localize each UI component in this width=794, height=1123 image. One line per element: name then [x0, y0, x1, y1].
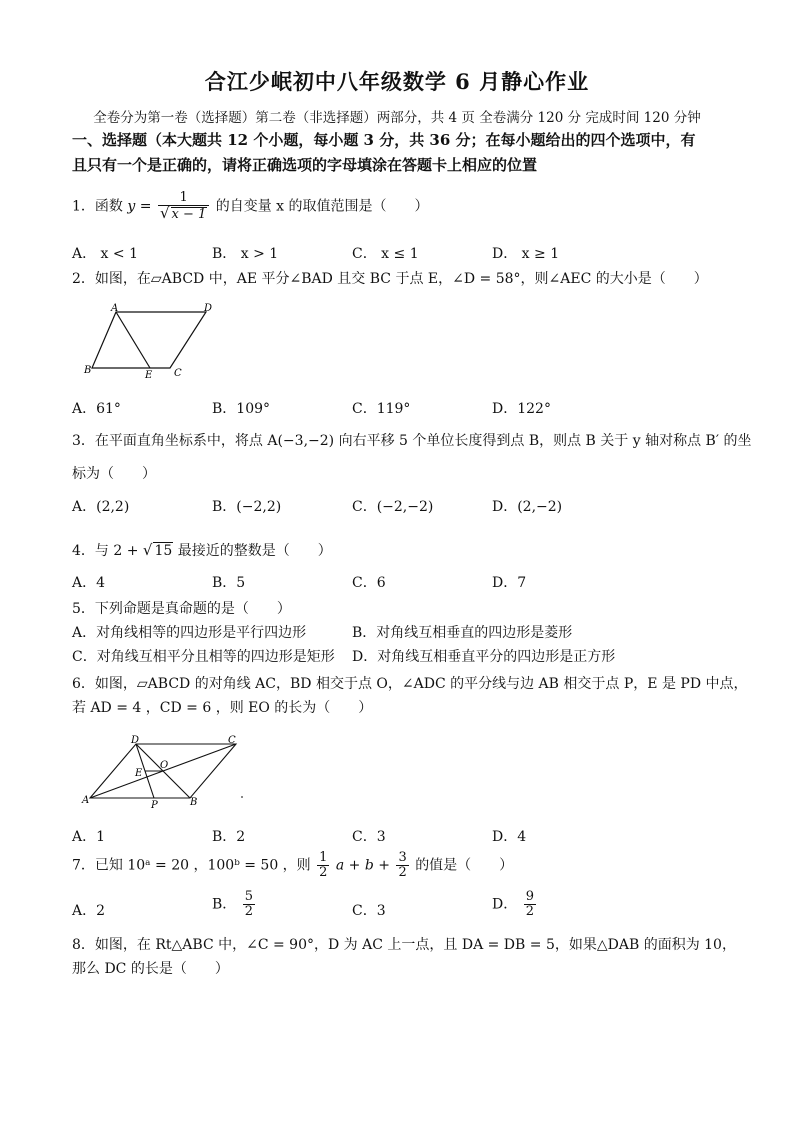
- q6-option-b[interactable]: B．2: [212, 829, 246, 845]
- q2-option-a[interactable]: A．61°: [72, 401, 121, 417]
- q4-option-d[interactable]: D．7: [492, 575, 527, 591]
- q2-segment-ae: [116, 312, 150, 368]
- question-3-line2: 标为（ ）: [72, 466, 156, 482]
- q2-parallelogram: [92, 312, 206, 368]
- question-8-line2: 那么 DC 的长是（ ）: [72, 961, 229, 977]
- q3-option-a[interactable]: A．(2,2): [72, 499, 130, 515]
- q2-label-e: E: [145, 370, 153, 380]
- question-7: 7．已知 10ᵃ = 20 ，100ᵇ = 50 ，则 $\frac{1}{2}$ a + b + $\frac{3}{2}$ 的值是（ ）: [72, 850, 514, 880]
- question-2: 2．如图，在▱ABCD 中，AE 平分∠BAD 且交 BC 于点 E，∠D = 58°，则∠AEC 的大小是（ ）: [72, 271, 708, 287]
- q5-option-a[interactable]: A．对角线相等的四边形是平行四边形: [72, 625, 307, 641]
- q3-option-b[interactable]: B．(−2,2): [212, 499, 282, 515]
- q1-option-a[interactable]: A． x < 1: [72, 246, 138, 262]
- q2-option-b[interactable]: B．109°: [212, 401, 271, 417]
- question-1: 1．函数 y = $\frac{1}{√ x - 1}$ 的自变量 x 的取值范围是（ ）: [72, 190, 429, 222]
- q4-option-a[interactable]: A．4: [72, 575, 106, 591]
- section-heading: [72, 128, 732, 178]
- q3-option-d[interactable]: D．(2,−2): [492, 499, 563, 515]
- q2-parallelogram-figure: [78, 300, 228, 380]
- q6-option-c[interactable]: C．3: [352, 829, 386, 845]
- q6-parallelogram-figure: [80, 734, 250, 810]
- section-heading-line1: 一、选择题（本大题共 12 个小题，每小题 3 分，共 36 分；在每小题给出的四个选项中，有: [72, 131, 696, 149]
- q6-stray-dot: [241, 796, 243, 798]
- q2-label-d: D: [204, 303, 213, 314]
- q5-option-c[interactable]: C．对角线互相平分且相等的四边形是矩形: [72, 649, 335, 665]
- q7-option-a[interactable]: A．2: [72, 903, 106, 919]
- q6-option-a[interactable]: A．1: [72, 829, 106, 845]
- q6-label-d: D: [131, 735, 140, 746]
- q3-option-c[interactable]: C．(−2,−2): [352, 499, 434, 515]
- section-heading-line2: 且只有一个是正确的，请将正确选项的字母填涂在答题卡上相应的位置: [72, 156, 538, 174]
- q7-option-c[interactable]: C．3: [352, 903, 386, 919]
- q2-label-c: C: [174, 368, 182, 379]
- q1-option-d[interactable]: D． x ≥ 1: [492, 246, 560, 262]
- q5-option-d[interactable]: D．对角线互相垂直平分的四边形是正方形: [352, 649, 616, 665]
- q1-fraction: $\frac{1}{√ x - 1}$: [158, 191, 209, 222]
- exam-instructions: 全卷分为第一卷（选择题）第二卷（非选择题）两部分，共 4 页 全卷满分 120 分 完成时间 120 分钟: [93, 110, 701, 126]
- q6-label-e: E: [135, 768, 143, 779]
- q1-option-c[interactable]: C． x ≤ 1: [352, 246, 419, 262]
- q2-label-a: A: [111, 303, 119, 314]
- q6-label-o: O: [160, 760, 169, 771]
- q7-option-d[interactable]: D． $\frac{9}{2}$: [492, 889, 534, 919]
- question-5: 5．下列命题是真命题的是（ ）: [72, 601, 291, 617]
- q4-option-c[interactable]: C．6: [352, 575, 386, 591]
- q6-option-d[interactable]: D．4: [492, 829, 527, 845]
- question-6-line2: 若 AD = 4 ，CD = 6 ，则 EO 的长为（ ）: [72, 700, 373, 716]
- q5-option-b[interactable]: B．对角线互相垂直的四边形是菱形: [352, 625, 573, 641]
- q6-label-a: A: [82, 795, 90, 806]
- question-6-line1: 6．如图，▱ABCD 的对角线 AC，BD 相交于点 O，∠ADC 的平分线与边 AB 相交于点 P，E 是 PD 中点，: [72, 676, 748, 692]
- question-4: 4．与 2 + √ 15 最接近的整数是（ ）: [72, 541, 332, 559]
- q2-option-c[interactable]: C．119°: [352, 401, 411, 417]
- q6-label-b: B: [190, 797, 198, 808]
- q6-label-c: C: [228, 735, 236, 746]
- q1-option-b[interactable]: B． x > 1: [212, 246, 279, 262]
- q4-option-b[interactable]: B．5: [212, 575, 246, 591]
- q2-option-d[interactable]: D．122°: [492, 401, 551, 417]
- q6-label-p: P: [151, 800, 158, 810]
- question-3-line1: 3．在平面直角坐标系中，将点 A(−3,−2) 向右平移 5 个单位长度得到点 B，则点 B 关于 y 轴对称点 B′ 的坐: [72, 433, 752, 449]
- page-title: 合江少岷初中八年级数学 6 月静心作业: [204, 69, 590, 94]
- question-8-line1: 8．如图，在 Rt△ABC 中，∠C = 90°，D 为 AC 上一点，且 DA = DB = 5，如果△DAB 的面积为 10，: [72, 937, 736, 953]
- q7-option-b[interactable]: B． $\frac{5}{2}$: [212, 889, 254, 919]
- q2-label-b: B: [84, 365, 92, 376]
